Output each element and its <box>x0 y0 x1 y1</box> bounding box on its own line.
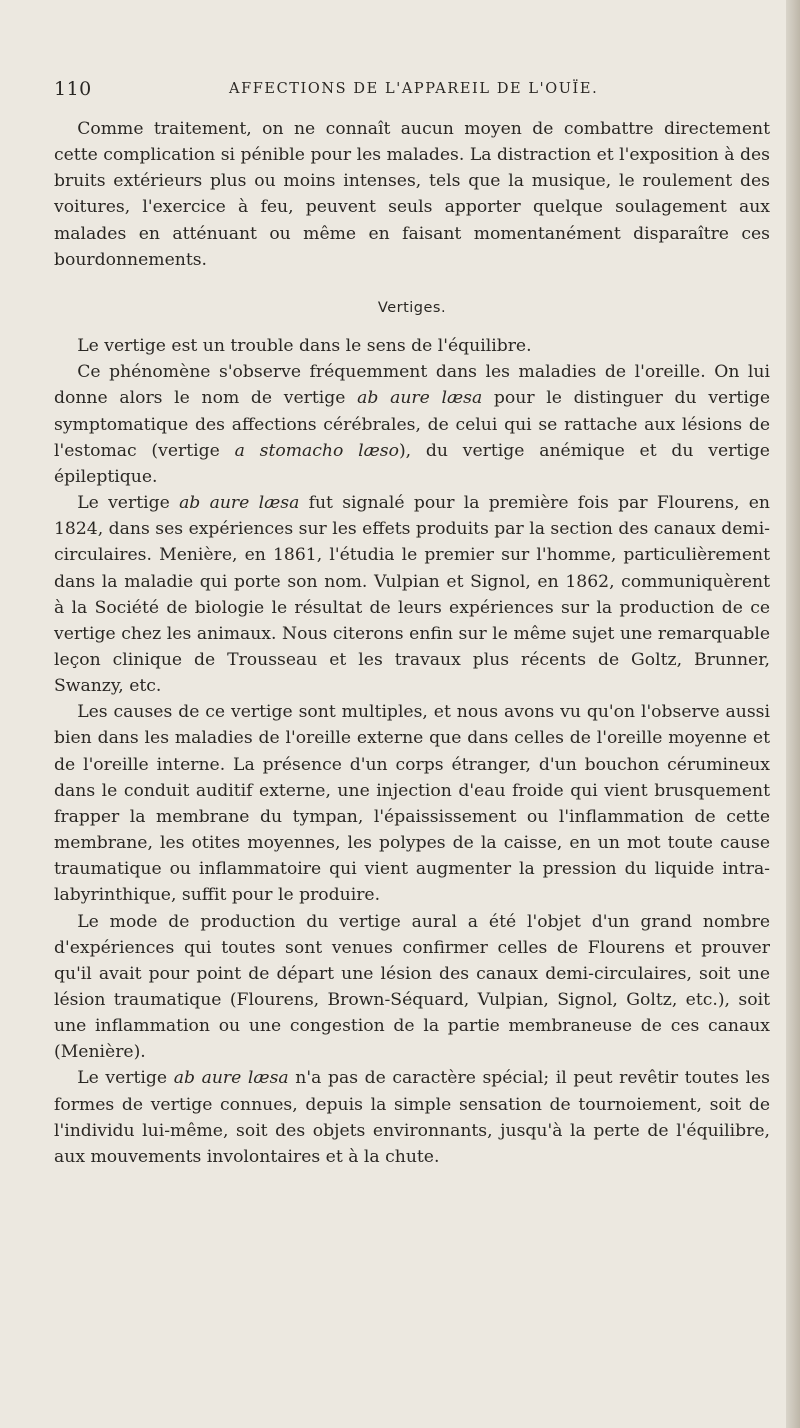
latin-term: a stomacho læso <box>234 440 399 461</box>
page-edge <box>786 0 800 1428</box>
section-title: Vertiges. <box>377 299 447 316</box>
paragraph-5: Le mode de production du vertige aural a été l'objet d'un grand nombre d'expériences qui toutes sont venues confirmer celles de Flourens et prouver qu'il avait pour point de départ une lésion des canaux demi-circulaires, soit une lésion traumatique (Flourens, Brown-Séquard, Vulpian, Signol, Goltz, etc.), soit une inflammation ou une congestion de la partie membraneuse de ces canaux (Menière). <box>54 911 770 1063</box>
latin-term: ab aure læsa <box>357 388 483 409</box>
paragraph-2 <box>54 359 770 490</box>
paragraph-2-text-a: Ce phénomène s'observe fréquemment dans les maladies de l'oreille. On lui donne alors le nom de vertige <box>54 362 770 409</box>
paragraph-4: Les causes de ce vertige sont multiples, et nous avons vu qu'on l'observe aussi bien dans les maladies de l'oreille externe que dans celles de l'oreille moyenne et de l'oreille interne. La présence d'un corps étranger, d'un bouchon cérumineux dans le conduit auditif externe, une injection d'eau froide qui vient brusquement frapper la membrane du tympan, l'épaississement ou l'inflammation de cette membrane, les otites moyennes, les polypes de la caisse, en un mot toute cause traumatique ou inflammatoire qui vient augmenter la pression du liquide intra-labyrinthique, suffit pour le produire. <box>54 702 770 906</box>
paragraph-6 <box>54 1065 770 1170</box>
page-header <box>54 78 754 106</box>
paragraph-2-text-e: ), du vertige anémique et du vertige épileptique. <box>54 440 770 487</box>
latin-term: ab aure læsa <box>179 493 300 514</box>
paragraph-3 <box>54 490 770 699</box>
intro-paragraph: Comme traitement, on ne connaît aucun moyen de combattre directement cette complication si pénible pour les malades. La distraction et l'exposition à des bruits extérieurs plus ou moins intenses, tels que la musique, le roulement des voitures, l'exercice à feu, peuvent seuls apporter quelque soulagement aux malades en atténuant ou même en faisant momentanément disparaître ces bourdonnements. <box>54 119 770 270</box>
latin-term: ab aure læsa <box>173 1068 289 1089</box>
body-text <box>54 116 770 1170</box>
paragraph-3-text-a: Le vertige <box>77 493 180 514</box>
paragraph-2-text-c: pour le distinguer du vertige symptomatique des affections cérébrales, de celui qui se rattache aux lésions de l'estomac (vertige <box>54 388 770 461</box>
paragraph-6-text-c: n'a pas de caractère spécial; il peut revêtir toutes les formes de vertige connues, depuis la simple sensation de tournoiement, soit de l'individu lui-même, soit des objets environnants, jusqu'à la perte de l'équilibre, aux mouvements involontaires et à la chute. <box>54 1068 770 1167</box>
running-title: AFFECTIONS DE L'APPAREIL DE L'OUÏE. <box>229 81 599 97</box>
paragraph-1: Le vertige est un trouble dans le sens de l'équilibre. <box>77 336 532 357</box>
page-number: 110 <box>54 78 92 100</box>
paragraph-3-text-c: fut signalé pour la première fois par Flourens, en 1824, dans ses expériences sur les effets produits par la section des canaux demi-circulaires. Menière, en 1861, l'étudia le premier sur l'homme, particulièrement dans la maladie qui porte son nom. Vulpian et Signol, en 1862, communiquèrent à la Société de biologie le résultat de leurs expériences sur la production de ce vertige chez les animaux. Nous citerons enfin sur le même sujet une remarquable leçon clinique de Trousseau et les travaux plus récents de Goltz, Brunner, Swanzy, etc. <box>54 493 770 697</box>
paragraph-6-text-a: Le vertige <box>77 1068 174 1089</box>
